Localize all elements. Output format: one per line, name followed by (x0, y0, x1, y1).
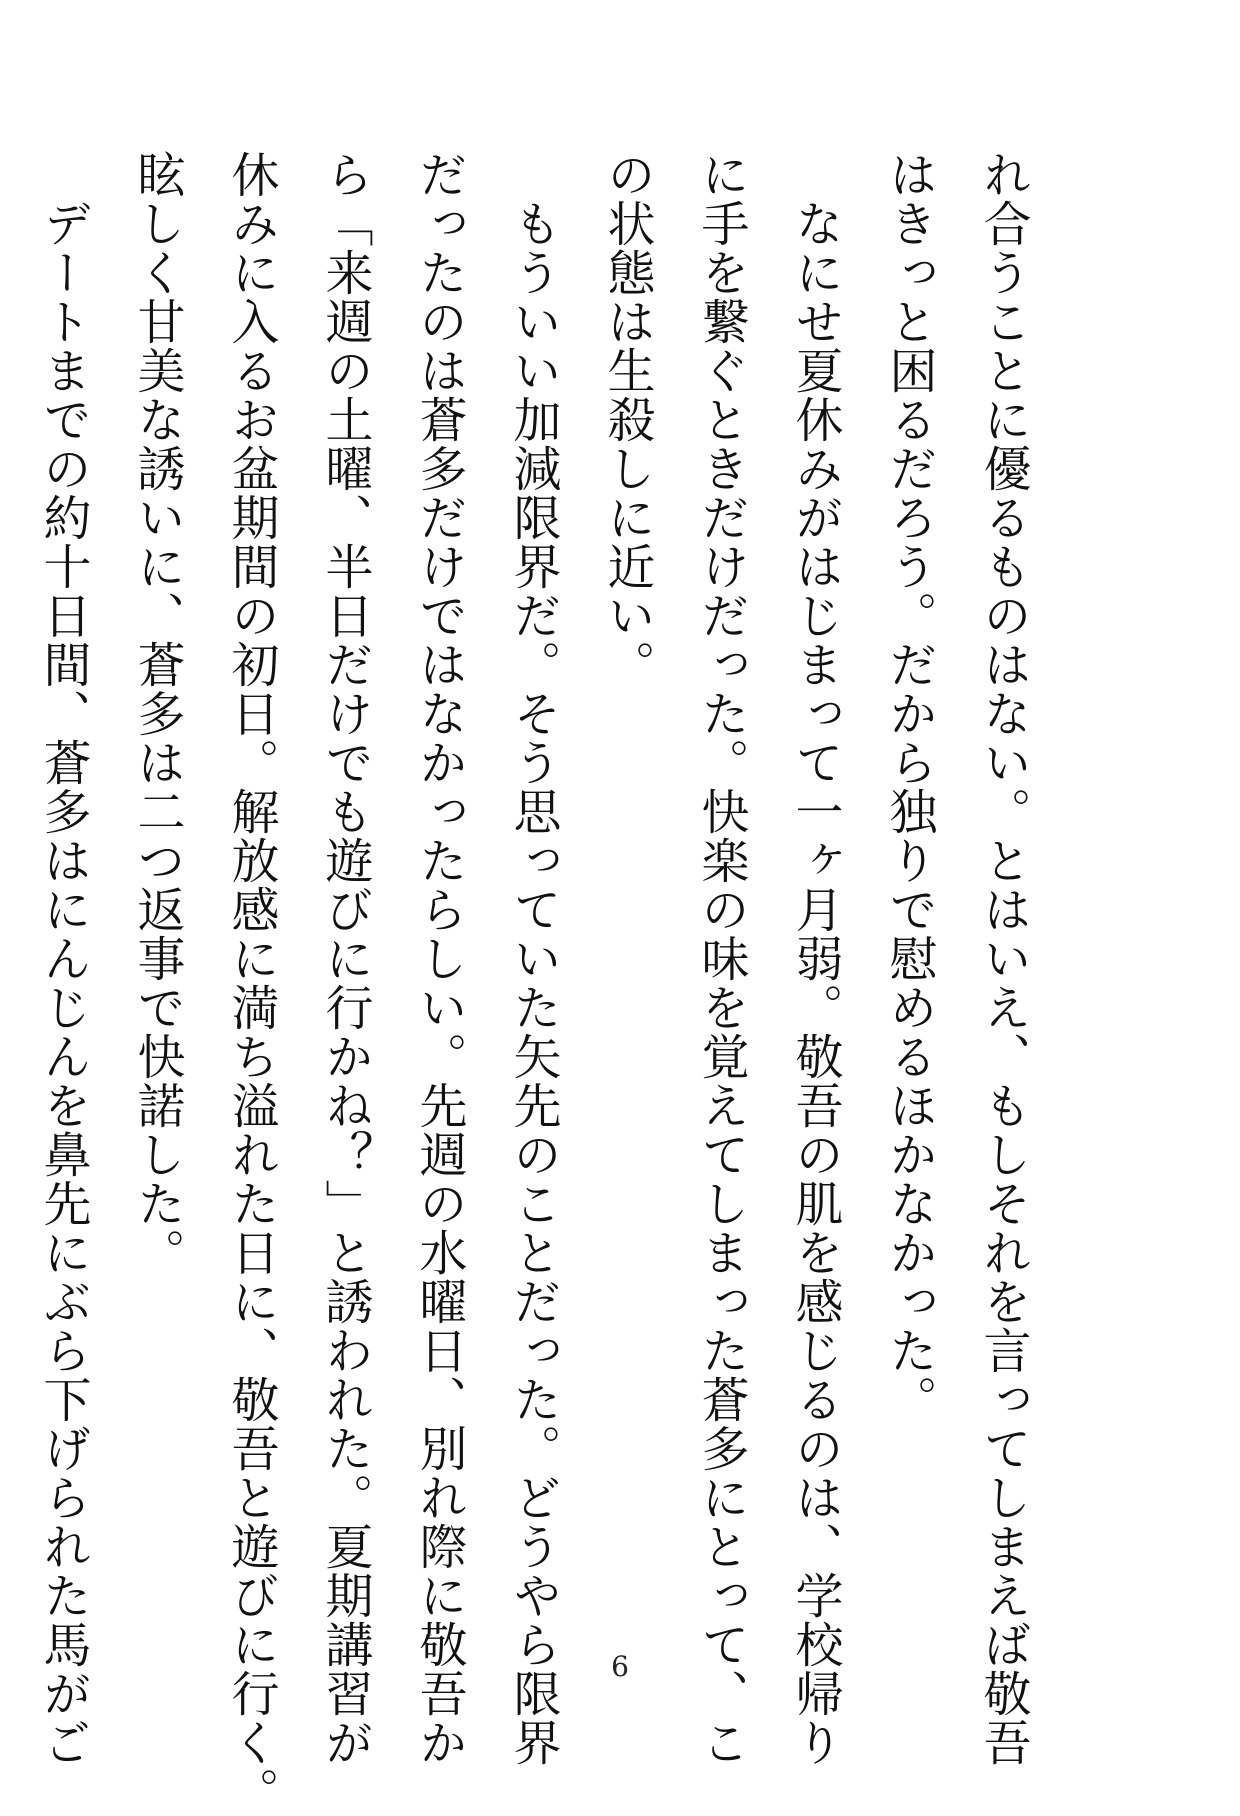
vertical-text-body (0, 150, 1050, 1816)
text-line: 眩しく甘美な誘いに、蒼多は二つ返事で快諾した。 (129, 150, 185, 1277)
page-number: 6 (611, 1650, 629, 1683)
text-line: はきっと困るだろう。だから独りで慰めるほかなかった。 (881, 150, 937, 1424)
text-line: 休みに入るお盆期間の初日。解放感に満ち溢れた日に、敬吾と遊びに行く。 (223, 150, 279, 1816)
text-line: ら「来週の土曜、半日だけでも遊びに行かね？」と誘われた。夏期講習が (317, 150, 373, 1767)
text-line: なにせ夏休みがはじまって一ヶ月弱。敬吾の肌を感じるのは、学校帰り (787, 150, 843, 1767)
text-line: もういい加減限界だ。そう思っていた矢先のことだった。どうやら限界 (505, 150, 561, 1767)
text-line (0, 150, 16, 1610)
text-line: れ合うことに優るものはない。とはいえ、もしそれを言ってしまえば敬吾 (975, 150, 1031, 1767)
text-line: だったのは蒼多だけではなかったらしい。先週の水曜日、別れ際に敬吾か (411, 150, 467, 1767)
text-line: の状態は生殺しに近い。 (599, 150, 655, 689)
text-line: デートまでの約十日間、蒼多はにんじんを鼻先にぶら下げられた馬がご (35, 150, 91, 1767)
text-line: に手を繋ぐときだけだった。快楽の味を覚えてしまった蒼多にとって、こ (693, 150, 749, 1767)
